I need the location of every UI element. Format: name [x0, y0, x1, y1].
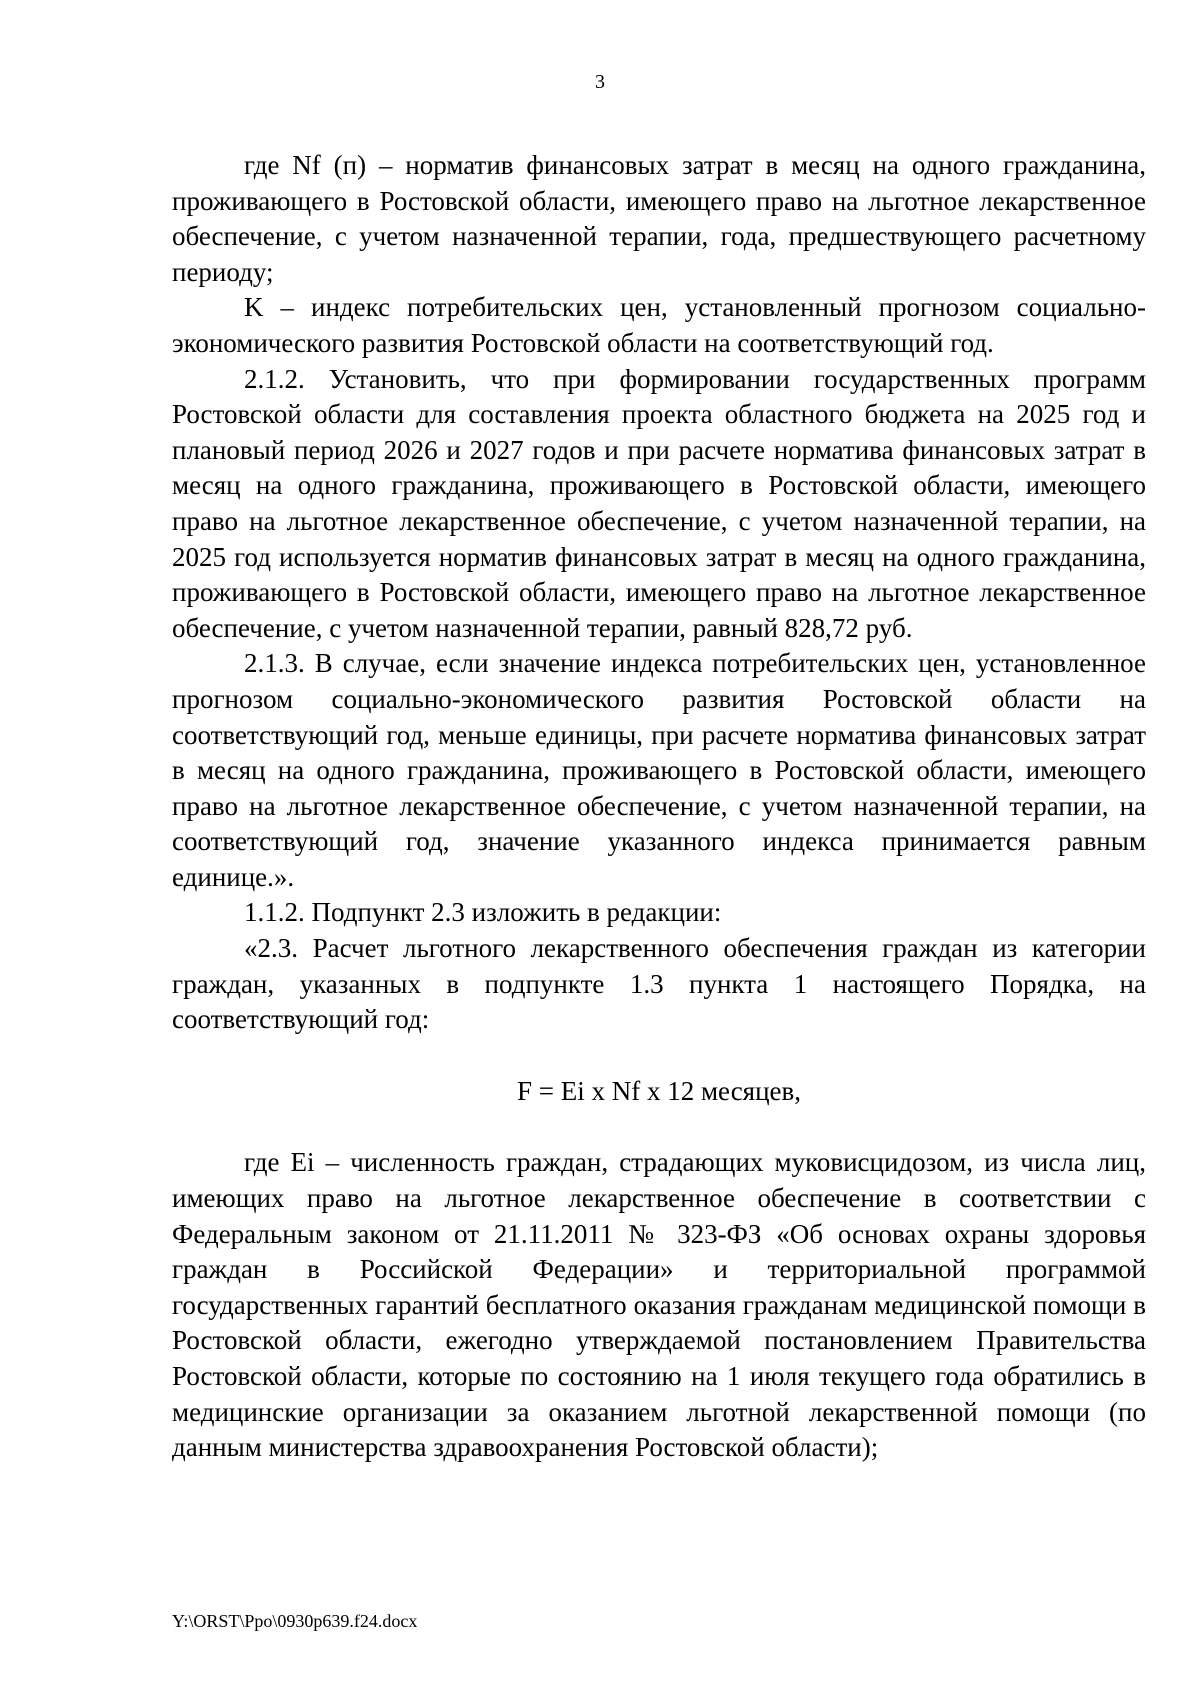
footer-file-path: Y:\ORST\Ppo\0930p639.f24.docx	[172, 1611, 418, 1631]
paragraph-ei-definition: где Ei – численность граждан, страдающих муковисцидозом, из числа лиц, имеющих право на льготное лекарственное обеспечение в соответствии с Федеральным законом от 21.11.2011 № 323-ФЗ «Об основах охраны здоровья граждан в Российской Федерации» и территориальной программой государственных гарантий бесплатного оказания гражданам медицинской помощи в Ростовской области, ежегодно утверждаемой постановлением Правительства Ростовской области, которые по состоянию на 1 июля текущего года обратились в медицинские организации за оказанием льготной лекарственной помощи (по данным министерства здравоохранения Ростовской области);	[172, 1147, 1146, 1463]
paragraph-nf-definition: где Nf (п) – норматив финансовых затрат в месяц на одного гражданина, проживающего в Ростовской области, имеющего право на льготное лекарственное обеспечение, с учетом назначенной терапии, года, предшествующего расчетному периоду;	[172, 150, 1146, 287]
paragraph-2-3: «2.3. Расчет льготного лекарственного обеспечения граждан из категории граждан, указанных в подпункте 1.3 пункта 1 настоящего Порядка, на соответствующий год:	[172, 933, 1146, 1035]
page-number: 3	[595, 71, 605, 93]
paragraph-1-1-2: 1.1.2. Подпункт 2.3 изложить в редакции:	[244, 897, 722, 928]
formula: F = Ei x Nf x 12 месяцев,	[516, 1075, 802, 1106]
paragraph-2-1-2: 2.1.2. Установить, что при формировании государственных программ Ростовской области для составления проекта областного бюджета на 2025 год и плановый период 2026 и 2027 годов и при расчете норматива финансовых затрат в месяц на одного гражданина, проживающего в Ростовской области, имеющего право на льготное лекарственное обеспечение, с учетом назначенной терапии, на 2025 год используется норматив финансовых затрат в месяц на одного гражданина, проживающего в Ростовской области, имеющего право на льготное лекарственное обеспечение, с учетом назначенной терапии, равный 828,72 руб.	[172, 363, 1146, 643]
document-body	[172, 148, 1146, 1466]
paragraph-2-1-3: 2.1.3. В случае, если значение индекса потребительских цен, установленное прогнозом социально-экономического развития Ростовской области на соответствующий год, меньше единицы, при расчете норматива финансовых затрат в месяц на одного гражданина, проживающего в Ростовской области, имеющего право на льготное лекарственное обеспечение, с учетом назначенной терапии, на соответствующий год, значение указанного индекса принимается равным единице.».	[172, 648, 1146, 892]
paragraph-k-definition: K – индекс потребительских цен, установленный прогнозом социально-экономического развития Ростовской области на соответствующий год.	[172, 292, 1146, 358]
